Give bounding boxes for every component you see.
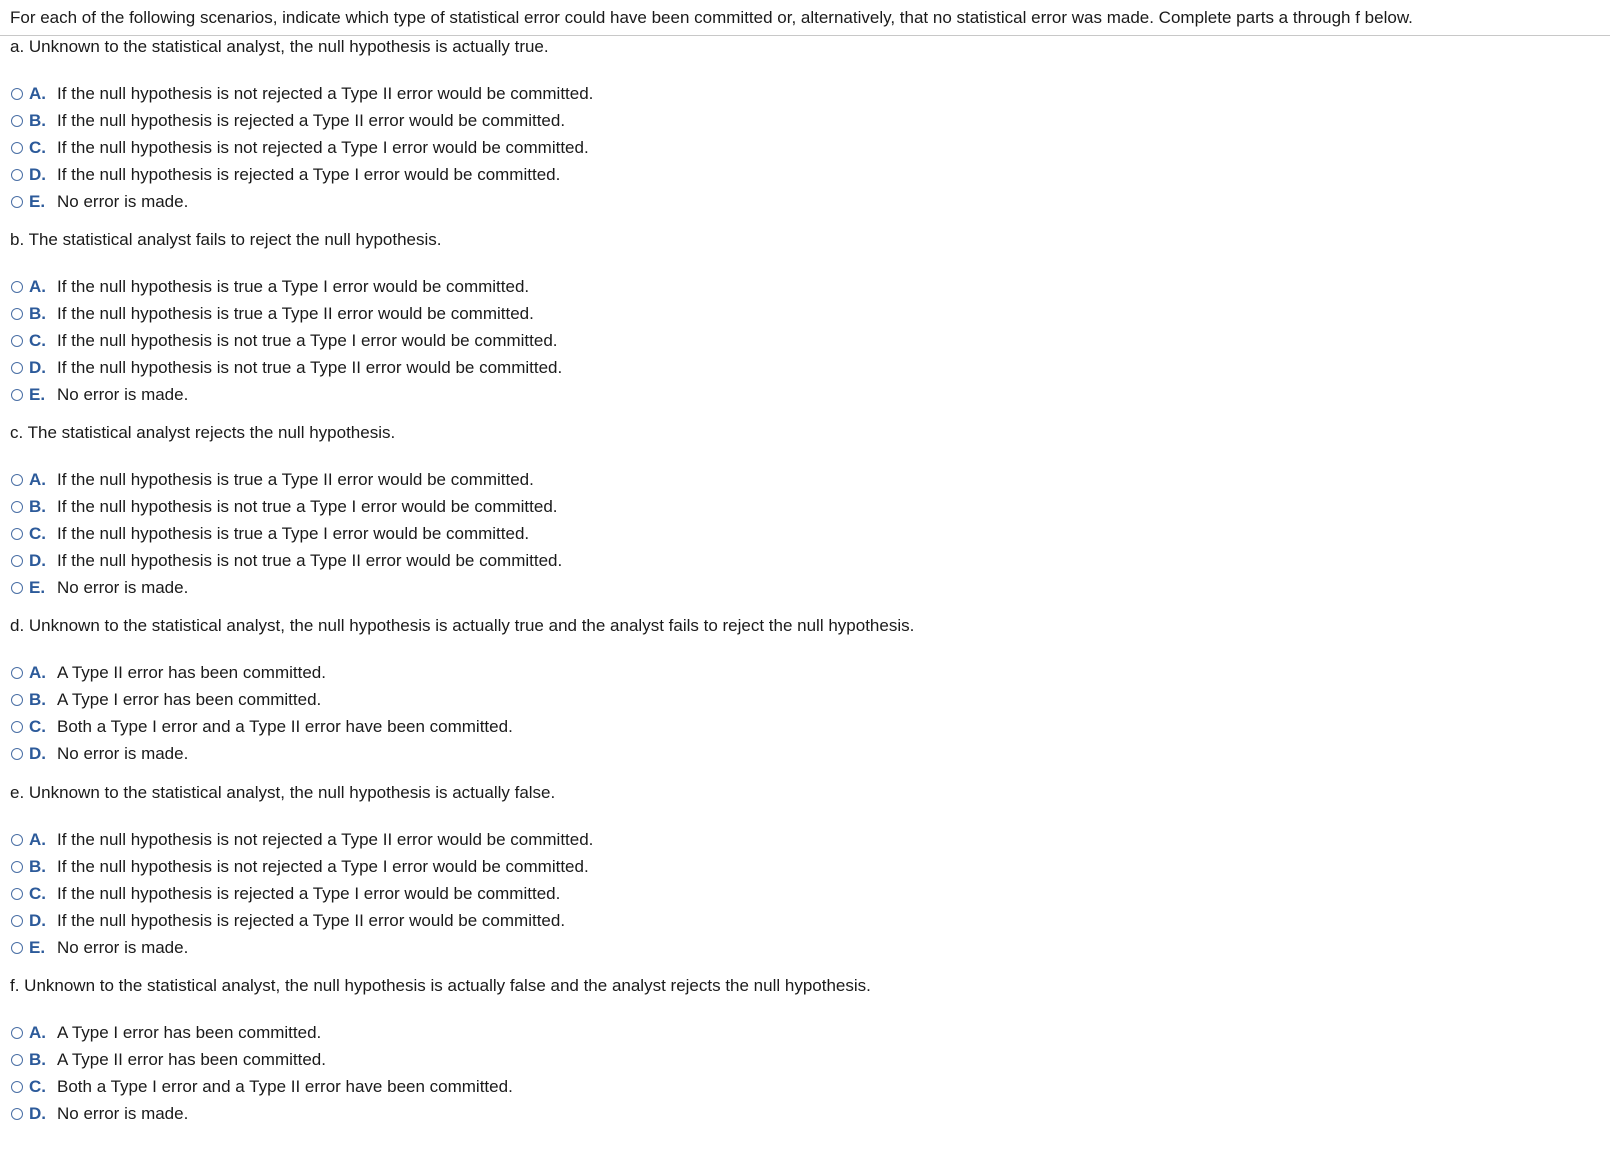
option-b-E[interactable]: [10, 381, 1600, 408]
option-letter: E.: [29, 191, 46, 211]
option-f-B[interactable]: [10, 1047, 1600, 1074]
option-letter: C.: [29, 1076, 46, 1096]
option-d-D[interactable]: [10, 740, 1600, 767]
option-f-D[interactable]: [10, 1100, 1600, 1127]
option-f-A[interactable]: [10, 1020, 1600, 1047]
option-a-B[interactable]: [10, 108, 1600, 135]
question-b: b. The statistical analyst fails to reject the null hypothesis.: [10, 230, 442, 249]
option-letter: A.: [29, 1023, 46, 1043]
radio-button-icon[interactable]: [11, 915, 23, 927]
option-letter: D.: [29, 550, 46, 570]
option-text: No error is made.: [57, 577, 189, 597]
radio-button-icon[interactable]: [11, 281, 23, 293]
option-text: If the null hypothesis is not true a Type I error would be committed.: [57, 330, 558, 350]
radio-button-icon[interactable]: [11, 88, 23, 100]
options-d: [10, 660, 1600, 767]
radio-button-icon[interactable]: [11, 196, 23, 208]
question-e: e. Unknown to the statistical analyst, the null hypothesis is actually false.: [10, 783, 556, 802]
option-a-C[interactable]: [10, 135, 1600, 162]
option-c-D[interactable]: [10, 547, 1600, 574]
option-e-E[interactable]: [10, 934, 1600, 961]
option-letter: B.: [29, 304, 46, 324]
radio-button-icon[interactable]: [11, 501, 23, 513]
part-e: [10, 781, 1600, 961]
part-f: [10, 974, 1600, 1127]
option-text: No error is made.: [57, 1103, 189, 1123]
option-text: No error is made.: [57, 191, 189, 211]
options-a: [10, 81, 1600, 215]
option-c-E[interactable]: [10, 574, 1600, 601]
option-text: A Type II error has been committed.: [57, 1050, 326, 1070]
option-text: If the null hypothesis is not rejected a Type I error would be committed.: [57, 857, 589, 877]
option-a-A[interactable]: [10, 81, 1600, 108]
option-letter: D.: [29, 910, 46, 930]
radio-button-icon[interactable]: [11, 1108, 23, 1120]
option-c-A[interactable]: [10, 467, 1600, 494]
option-text: A Type II error has been committed.: [57, 663, 326, 683]
option-text: If the null hypothesis is true a Type I error would be committed.: [57, 277, 530, 297]
question-d: d. Unknown to the statistical analyst, the null hypothesis is actually true and the analyst fails to reject the null hypothesis.: [10, 616, 915, 635]
option-text: If the null hypothesis is true a Type I error would be committed.: [57, 523, 530, 543]
radio-button-icon[interactable]: [11, 834, 23, 846]
option-text: If the null hypothesis is rejected a Type II error would be committed.: [57, 910, 566, 930]
option-d-C[interactable]: [10, 714, 1600, 741]
option-a-D[interactable]: [10, 161, 1600, 188]
option-letter: A.: [29, 277, 46, 297]
part-c: [10, 421, 1600, 601]
option-d-A[interactable]: [10, 660, 1600, 687]
radio-button-icon[interactable]: [11, 142, 23, 154]
option-e-A[interactable]: [10, 827, 1600, 854]
option-text: A Type I error has been committed.: [57, 690, 322, 710]
option-e-D[interactable]: [10, 907, 1600, 934]
option-b-C[interactable]: [10, 328, 1600, 355]
option-text: If the null hypothesis is rejected a Type I error would be committed.: [57, 883, 561, 903]
option-f-C[interactable]: [10, 1074, 1600, 1101]
option-letter: C.: [29, 883, 46, 903]
option-letter: A.: [29, 470, 46, 490]
option-text: If the null hypothesis is rejected a Type II error would be committed.: [57, 111, 566, 131]
option-text: If the null hypothesis is not rejected a Type I error would be committed.: [57, 137, 589, 157]
options-b: [10, 274, 1600, 408]
radio-button-icon[interactable]: [11, 362, 23, 374]
option-letter: B.: [29, 111, 46, 131]
option-letter: A.: [29, 84, 46, 104]
radio-button-icon[interactable]: [11, 335, 23, 347]
option-letter: B.: [29, 857, 46, 877]
radio-button-icon[interactable]: [11, 748, 23, 760]
option-text: If the null hypothesis is not rejected a Type II error would be committed.: [57, 830, 594, 850]
option-text: No error is made.: [57, 743, 189, 763]
option-text: If the null hypothesis is not rejected a Type II error would be committed.: [57, 84, 594, 104]
option-letter: C.: [29, 137, 46, 157]
option-letter: E.: [29, 384, 46, 404]
radio-button-icon[interactable]: [11, 169, 23, 181]
question-c: c. The statistical analyst rejects the null hypothesis.: [10, 423, 396, 442]
option-letter: D.: [29, 164, 46, 184]
option-letter: B.: [29, 690, 46, 710]
part-a: [10, 35, 1600, 215]
radio-button-icon[interactable]: [11, 888, 23, 900]
radio-button-icon[interactable]: [11, 528, 23, 540]
radio-button-icon[interactable]: [11, 721, 23, 733]
option-text: Both a Type I error and a Type II error have been committed.: [57, 716, 513, 736]
radio-button-icon[interactable]: [11, 667, 23, 679]
options-e: [10, 827, 1600, 961]
option-letter: D.: [29, 1103, 46, 1123]
radio-button-icon[interactable]: [11, 555, 23, 567]
radio-button-icon[interactable]: [11, 694, 23, 706]
radio-button-icon[interactable]: [11, 861, 23, 873]
option-c-B[interactable]: [10, 494, 1600, 521]
options-c: [10, 467, 1600, 601]
option-text: A Type I error has been committed.: [57, 1023, 322, 1043]
option-d-B[interactable]: [10, 687, 1600, 714]
option-letter: C.: [29, 716, 46, 736]
radio-button-icon[interactable]: [11, 942, 23, 954]
option-letter: B.: [29, 1050, 46, 1070]
option-letter: C.: [29, 523, 46, 543]
option-b-A[interactable]: [10, 274, 1600, 301]
option-text: If the null hypothesis is true a Type II error would be committed.: [57, 304, 534, 324]
option-b-D[interactable]: [10, 354, 1600, 381]
radio-button-icon[interactable]: [11, 1054, 23, 1066]
radio-button-icon[interactable]: [11, 308, 23, 320]
option-e-B[interactable]: [10, 854, 1600, 881]
option-letter: B.: [29, 497, 46, 517]
part-d: [10, 614, 1600, 767]
option-text: No error is made.: [57, 937, 189, 957]
option-c-C[interactable]: [10, 521, 1600, 548]
options-f: [10, 1020, 1600, 1127]
part-b: [10, 228, 1600, 408]
option-b-B[interactable]: [10, 301, 1600, 328]
option-text: If the null hypothesis is not true a Type I error would be committed.: [57, 497, 558, 517]
question-f: f. Unknown to the statistical analyst, the null hypothesis is actually false and the analyst rejects the null hypothesis.: [10, 976, 871, 995]
radio-button-icon[interactable]: [11, 1027, 23, 1039]
option-e-C[interactable]: [10, 881, 1600, 908]
option-text: If the null hypothesis is rejected a Type I error would be committed.: [57, 164, 561, 184]
radio-button-icon[interactable]: [11, 115, 23, 127]
option-letter: D.: [29, 357, 46, 377]
radio-button-icon[interactable]: [11, 474, 23, 486]
option-letter: A.: [29, 830, 46, 850]
option-letter: E.: [29, 937, 46, 957]
instructions-text: For each of the following scenarios, indicate which type of statistical error could have been committed or, alternatively, that no statistical error was made. Complete parts a through f below.: [10, 8, 1413, 27]
option-text: If the null hypothesis is not true a Type II error would be committed.: [57, 357, 563, 377]
radio-button-icon[interactable]: [11, 1081, 23, 1093]
option-a-E[interactable]: [10, 188, 1600, 215]
option-text: If the null hypothesis is true a Type II error would be committed.: [57, 470, 534, 490]
option-letter: D.: [29, 743, 46, 763]
option-letter: E.: [29, 577, 46, 597]
radio-button-icon[interactable]: [11, 389, 23, 401]
option-text: No error is made.: [57, 384, 189, 404]
option-text: If the null hypothesis is not true a Type II error would be committed.: [57, 550, 563, 570]
option-letter: A.: [29, 663, 46, 683]
radio-button-icon[interactable]: [11, 582, 23, 594]
option-text: Both a Type I error and a Type II error have been committed.: [57, 1076, 513, 1096]
option-letter: C.: [29, 330, 46, 350]
question-a: a. Unknown to the statistical analyst, the null hypothesis is actually true.: [10, 37, 549, 56]
